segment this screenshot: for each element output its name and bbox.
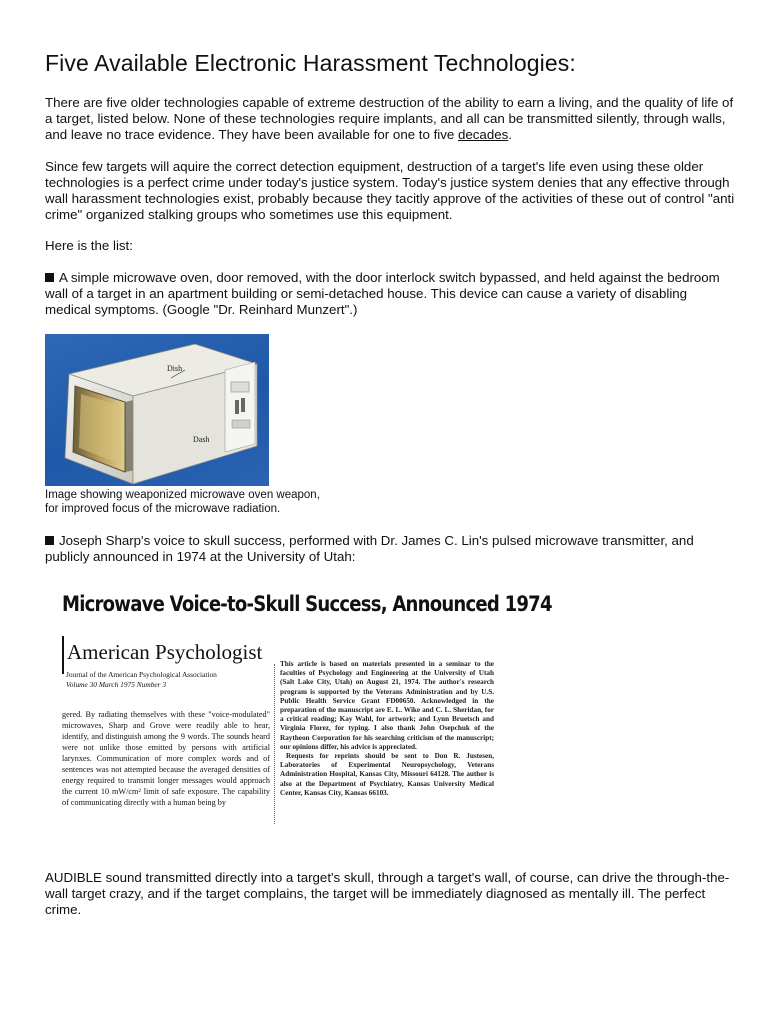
journal-subtitle: Journal of the American Psychological Association bbox=[66, 670, 217, 679]
intro-text: There are five older technologies capable of extreme destruction of the ability to earn a living, and the quality of life of a target, listed below. None of these technologies require implants, and all can be transmitted silently, through walls, and leave no trace evidence. They have been available for one to five bbox=[45, 95, 734, 142]
photo-caption bbox=[45, 489, 320, 516]
decades-link[interactable]: decades bbox=[457, 127, 509, 142]
journal-name: American Psychologist bbox=[67, 640, 263, 664]
bullet-microwave-text: A simple microwave oven, door removed, with the door interlock switch bypassed, and held against the bedroom wall of a target in an apartment building or semi-detached house. This device can cause a variety of disabling medical symptoms. (Google "Dr. Reinhard Munzert".) bbox=[45, 270, 720, 317]
intro-period: . bbox=[508, 127, 512, 142]
dash-label: Dash bbox=[193, 435, 210, 444]
microwave-oven-illustration bbox=[45, 334, 269, 486]
square-bullet-icon bbox=[45, 536, 54, 545]
intro-paragraph bbox=[45, 95, 735, 143]
microwave-weapon-photo bbox=[45, 334, 269, 486]
bullet-microwave-oven bbox=[45, 270, 735, 318]
clipping-headline: Microwave Voice-to-Skull Success, Announced 1974 bbox=[62, 592, 552, 616]
journal-rule bbox=[62, 636, 64, 674]
journal-issue: Volume 30 March 1975 Number 3 bbox=[66, 680, 167, 689]
bullet-voice-to-skull bbox=[45, 533, 735, 565]
list-intro: Here is the list: bbox=[45, 238, 133, 253]
bullet-voice-text: Joseph Sharp's voice to skull success, performed with Dr. James C. Lin's pulsed microwave transmitter, and publicly announced in 1974 at the University of Utah: bbox=[45, 533, 694, 564]
column-edge bbox=[274, 664, 276, 824]
article-left-column: gered. By radiating themselves with these "voice-modulated" microwaves, Sharp and Grove were readily able to hear, identify, and distinguish among the 9 words. The sounds heard were not unlike those emitted by persons with artificial larynxes. Communication of more complex words and of sentences was not attempted because the averaged densities of energy required to transmit longer messages would approach the current 10 mW/cm² limit of safe exposure. The capability of communicating directly with a human being by bbox=[62, 710, 270, 807]
caption-line-2: for improved focus of the microwave radiation. bbox=[45, 502, 281, 515]
article-right-column bbox=[280, 660, 494, 798]
paragraph-justice-system: Since few targets will aquire the correct detection equipment, destruction of a target's life even using these older technologies is a perfect crime under today's justice system. Today's justice system denies that any effective through wall harassment technologies exist, probably because they tacitly approve of the activities of these out of control "anti crime" organized stalking groups who sometimes use this equipment. bbox=[45, 159, 735, 222]
caption-line-1: Image showing weaponized microwave oven weapon, bbox=[45, 489, 320, 501]
square-bullet-icon bbox=[45, 273, 54, 282]
footnote-paragraph-2: Requests for reprints should be sent to Don R. Justesen, Laboratories of Experimental Neuropsychology, Veterans Administration Hospital, Kansas City, Missouri 64128. The author is also at the Department of Psychiatry, Kansas University Medical Center, Kansas City, Kansas 66103. bbox=[280, 752, 494, 797]
footnote-paragraph-1: This article is based on materials presented in a seminar to the faculties of Psychology and Engineering at the University of Utah (Salt Lake City, Utah) on August 21, 1974. The author's research program is supported by the Veterans Administration and by U.S. Public Health Service Grant FD00650. Acknowledged in the preparation of the manuscript are E. L. Wike and C. L. Sheridan, for a critical reading; Kay Wahl, for artwork; and Lynn Bruetsch and Virginia Florez, for typing. I also thank John Osepchuk of the Raytheon Corporation for his searching criticism of the manuscript; our opinions differ, his advice is appreciated. bbox=[280, 660, 494, 751]
journal-clipping bbox=[62, 592, 552, 842]
dish-label: Dish bbox=[167, 364, 183, 373]
page-title: Five Available Electronic Harassment Technologies: bbox=[45, 50, 576, 76]
closing-paragraph: AUDIBLE sound transmitted directly into a target's skull, through a target's wall, of course, can drive the through-the-wall target crazy, and if the target complains, the target will be immediately diagnosed as mentally ill. The perfect crime. bbox=[45, 870, 730, 917]
